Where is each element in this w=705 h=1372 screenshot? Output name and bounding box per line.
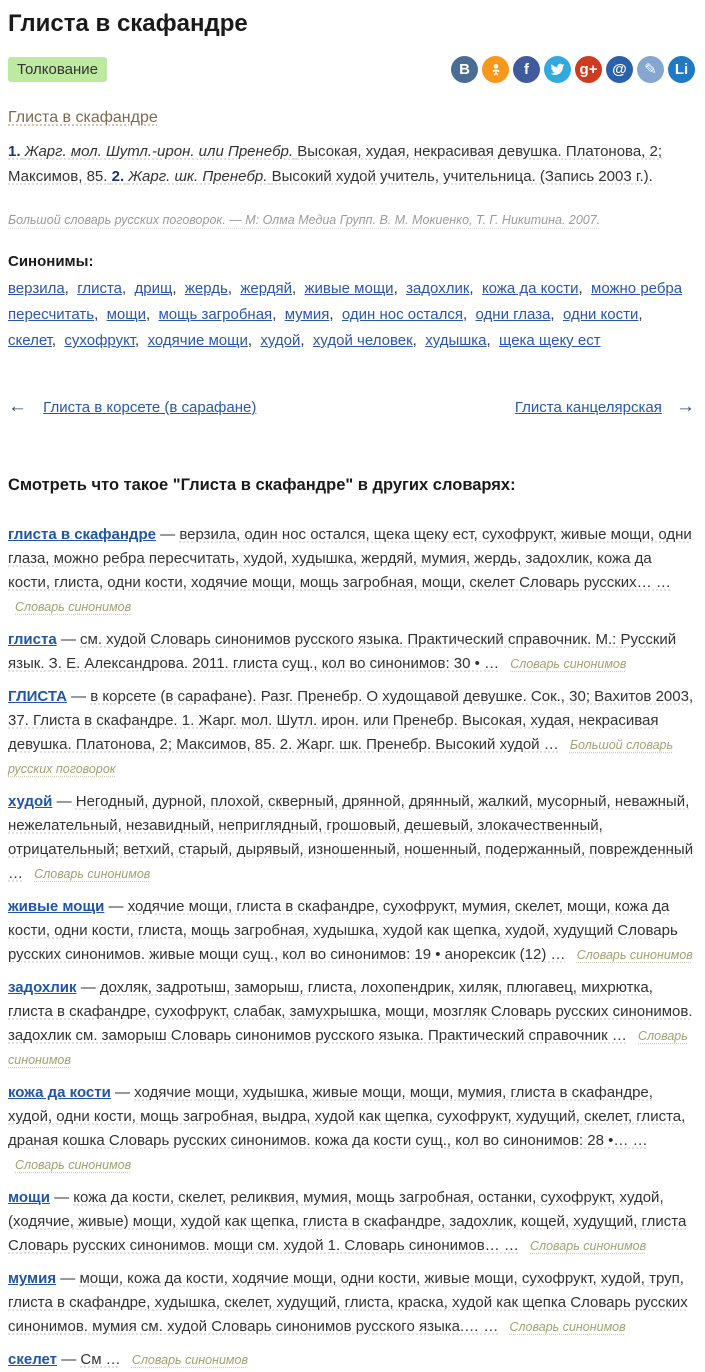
entry-term-link[interactable]: глиста в скафандре: [8, 525, 156, 543]
entry-term-link[interactable]: глиста: [8, 630, 57, 648]
synonym-item: [425, 332, 495, 349]
synonym-item: [342, 306, 472, 323]
entry-term-link[interactable]: задохлик: [8, 978, 77, 996]
synonyms-heading: Синонимы:: [8, 253, 94, 271]
dictionary-entry: [8, 895, 695, 967]
synonym-link[interactable]: кожа да кости: [481, 280, 579, 298]
entry-text: См …: [80, 1350, 121, 1368]
dictionary-entry: [8, 628, 695, 676]
dictionary-entry: [8, 790, 695, 886]
dash-separator: —: [61, 1350, 77, 1368]
odnoklassniki-share-icon[interactable]: [482, 56, 509, 83]
twitter-bird-icon: [550, 62, 565, 77]
synonym-link[interactable]: одни глаза: [475, 306, 551, 324]
toolbar: [8, 56, 695, 83]
prev-next-navigation: [8, 396, 695, 418]
synonym-link[interactable]: худышка: [425, 331, 487, 349]
usage-label: Жарг. мол. Шутл.-ирон. или Пренебр.: [24, 143, 294, 160]
synonym-link[interactable]: один нос остался: [341, 306, 464, 324]
entry-text: Негодный, дурной, плохой, скверный, дрянной, дрянный, жалкий, мусорный, неважный, нежелательный, незавидный, неприглядный, грошовый, дешевый, злокачественный, отрицательный; ветхий, старый, дырявый, изношенный, ношенный, подержанный, поврежденный …: [8, 792, 694, 882]
headword-link[interactable]: Глиста в скафандре: [8, 109, 158, 126]
synonym-link[interactable]: дрищ: [134, 280, 173, 298]
synonym-link[interactable]: мощи: [106, 306, 146, 324]
synonym-item: [499, 332, 601, 349]
dictionary-source: Большой словарь русских поговорок. — М: Олма Медиа Групп. В. М. Мокиенко, Т. Г. Никитина. 2007.: [8, 213, 601, 228]
entry-text: дохляк, задротыш, заморыш, глиста, лохопендрик, хиляк, плюгавец, михрютка, глиста в скафандре, сухофрукт, слабак, замухрышка, мощи, мозгляк Словарь русских синонимов. задохлик см. заморыш Словарь синонимов русского языка. Практический справочник …: [8, 978, 693, 1044]
entry-source-link[interactable]: Словарь синонимов: [509, 1319, 626, 1334]
synonym-item: [64, 332, 143, 349]
usage-label: Жарг. шк. Пренебр.: [128, 168, 268, 186]
synonym-link[interactable]: жердь: [184, 280, 228, 298]
dictionary-entry: [8, 523, 695, 619]
dash-separator: —: [160, 525, 176, 543]
synonym-link[interactable]: худой: [260, 331, 301, 349]
dictionary-entry: [8, 976, 695, 1072]
entry-text: ходячие мощи, глиста в скафандре, сухофрукт, мумия, скелет, мощи, кожа да кости, одни кости, глиста, мощь загробная, худышка, худой как щепка, худой, худущий Словарь русских синонимов. живые мощи сущ., кол во синонимов: 19 • анорексик (12) …: [8, 897, 678, 963]
vk-share-icon[interactable]: В: [451, 56, 478, 83]
entry-source-link[interactable]: Словарь синонимов: [131, 1352, 248, 1367]
entry-source-link[interactable]: Словарь синонимов: [15, 599, 132, 614]
entry-source-link[interactable]: Словарь синонимов: [15, 1157, 132, 1172]
dictionary-article: [8, 109, 695, 354]
entry-text: см. худой Словарь синонимов русского языка. Практический справочник. М.: Русский язык. З. Е. Александрова. 2011. глиста сущ., кол во синонимов: 30 • …: [8, 630, 677, 672]
entry-term-link[interactable]: кожа да кости: [8, 1083, 111, 1101]
entry-source-link[interactable]: Словарь синонимов: [530, 1238, 647, 1253]
sense-text: Высокий худой учитель, учительница. (Запись 2003 г.).: [271, 168, 653, 186]
dictionary-entry: [8, 1267, 695, 1339]
synonym-item: [158, 306, 280, 323]
synonym-item: [285, 306, 338, 323]
synonym-link[interactable]: сухофрукт: [64, 331, 136, 349]
entry-term-link[interactable]: живые мощи: [8, 897, 105, 915]
synonym-link[interactable]: глиста: [77, 280, 123, 298]
synonym-item: [260, 332, 308, 349]
synonym-item: [563, 306, 647, 323]
other-dictionaries-list: [8, 523, 695, 1372]
mailru-share-icon[interactable]: @: [606, 56, 633, 83]
entry-term-link[interactable]: мумия: [8, 1269, 57, 1287]
entry-text: верзила, один нос остался, щека щеку ест, сухофрукт, живые мощи, одни глаза, можно ребра пересчитать, худой, худышка, жердяй, мумия, жердь, задохлик, кожа да кости, глиста, одни кости, ходячие мощи, мощь загробная, мощи, скелет Словарь русских… …: [8, 525, 692, 591]
synonym-link[interactable]: мощь загробная: [158, 306, 273, 324]
share-bar: [447, 56, 695, 83]
entry-source-link[interactable]: Словарь синонимов: [576, 947, 693, 962]
left-arrow-icon[interactable]: ←: [8, 395, 27, 417]
dash-separator: —: [108, 897, 124, 915]
entry-text: в корсете (в сарафане). Разг. Пренебр. О худощавой девушке. Сок., 30; Вахитов 2003, 37. Глиста в скафандре. 1. Жарг. мол. Шутл. ирон. или Пренебр. Высокая, худая, некрасивая девушка. Платонова, 2; Максимов, 85. 2. Жарг. шк. Пренебр. Высокий худой …: [8, 687, 694, 753]
prev-entry-link[interactable]: Глиста в корсете (в сарафане): [43, 398, 257, 416]
synonym-item: [313, 332, 421, 349]
sense-number: 1.: [8, 143, 21, 160]
dictionary-entry: [8, 1081, 695, 1177]
synonym-link[interactable]: одни кости: [562, 306, 639, 324]
entry-source-link[interactable]: Словарь синонимов: [8, 1028, 688, 1067]
dash-separator: —: [80, 978, 96, 996]
entry-text: мощи, кожа да кости, ходячие мощи, одни кости, живые мощи, сухофрукт, худой, труп, глиста в скафандре, худышка, скелет, худущий, глиста, краска, худой как щепка Словарь русских синонимов. мумия см. худой Словарь синонимов русского языка.… …: [8, 1269, 688, 1335]
dash-separator: —: [71, 687, 87, 705]
entry-source-link[interactable]: Большой словарь русских поговорок: [8, 737, 674, 776]
synonym-item: [476, 306, 559, 323]
next-entry-link[interactable]: Глиста канцелярская: [514, 398, 662, 416]
synonym-link[interactable]: скелет: [8, 331, 52, 349]
other-dictionaries-heading: Смотреть что такое "Глиста в скафандре" в других словарях:: [8, 475, 516, 494]
synonym-link[interactable]: щека щеку ест: [499, 331, 601, 349]
dash-separator: —: [54, 1188, 70, 1206]
synonym-link[interactable]: верзила: [8, 280, 65, 298]
synonym-item: [77, 280, 130, 297]
synonym-item: [482, 280, 587, 297]
page-title: Глиста в скафандре: [8, 10, 248, 37]
dash-separator: —: [60, 1269, 76, 1287]
dash-separator: —: [60, 630, 76, 648]
synonym-item: [406, 280, 478, 297]
synonym-link[interactable]: ходячие мощи: [147, 331, 248, 349]
liveinternet-share-icon[interactable]: Li: [668, 56, 695, 83]
entry-source-link[interactable]: Словарь синонимов: [34, 866, 151, 881]
dictionary-entry: [8, 685, 695, 781]
synonyms-list: [8, 276, 695, 353]
synonym-link[interactable]: худой человек: [312, 331, 413, 349]
dash-separator: —: [115, 1083, 130, 1101]
googleplus-share-icon[interactable]: g+: [575, 56, 602, 83]
synonym-item: [135, 280, 181, 297]
synonym-item: [107, 306, 155, 323]
next-entry: [515, 396, 695, 418]
synonym-item: [8, 332, 60, 349]
odnoklassniki-person-icon: [488, 62, 504, 78]
synonym-link[interactable]: мумия: [284, 306, 330, 324]
facebook-share-icon[interactable]: f: [513, 56, 540, 83]
synonym-link[interactable]: жердяй: [240, 280, 292, 298]
dash-separator: —: [56, 792, 72, 810]
synonym-item: [8, 280, 73, 297]
interpretation-badge[interactable]: Толкование: [8, 57, 107, 82]
entry-term-link[interactable]: худой: [8, 792, 53, 810]
synonym-link[interactable]: можно ребра пересчитать: [8, 280, 683, 324]
twitter-share-icon[interactable]: [544, 56, 571, 83]
synonym-link[interactable]: задохлик: [406, 280, 470, 298]
sense-number: 2.: [111, 168, 125, 186]
pencil-share-icon[interactable]: ✎: [637, 56, 664, 83]
synonym-link[interactable]: живые мощи: [304, 280, 394, 298]
entry-text: ходячие мощи, худышка, живые мощи, мощи, мумия, глиста в скафандре, худой, одни кости, мощь загробная, выдра, худой как щепка, сухофрукт, худущий, скелет, глиста, драная кошка Словарь русских синонимов. кожа да кости сущ., кол во синонимов: 28 •… …: [8, 1083, 686, 1149]
entry-term-link[interactable]: скелет: [8, 1350, 58, 1368]
right-arrow-icon[interactable]: →: [676, 395, 695, 417]
synonym-item: [148, 332, 257, 349]
definition: [8, 139, 695, 189]
entry-text: кожа да кости, скелет, реликвия, мумия, мощь загробная, останки, сухофрукт, худой, (ходячие, живые) мощи, худой как щепка, глиста в скафандре, задохлик, кощей, худущий, глиста Словарь русских синонимов. мощи см. худой 1. Словарь синонимов… …: [8, 1188, 687, 1254]
prev-entry: [8, 396, 256, 418]
entry-term-link[interactable]: ГЛИСТА: [8, 687, 67, 705]
dictionary-entry: [8, 1186, 695, 1258]
entry-source-link[interactable]: Словарь синонимов: [510, 656, 627, 671]
dictionary-entry: [8, 1348, 695, 1372]
synonym-item: [185, 280, 236, 297]
sense-text: Высокая, худая, некрасивая девушка. Платонова, 2; Максимов, 85.: [8, 143, 663, 186]
synonym-item: [240, 280, 300, 297]
synonym-item: [305, 280, 402, 297]
entry-term-link[interactable]: мощи: [8, 1188, 50, 1206]
